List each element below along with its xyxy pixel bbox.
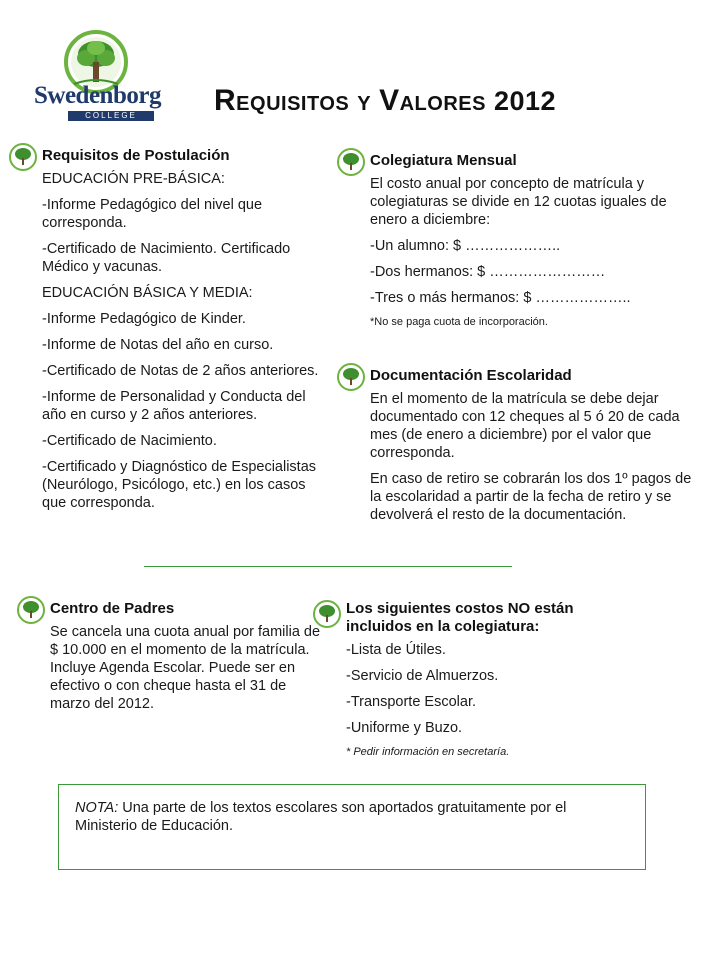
logo-subtitle: COLLEGE: [68, 111, 154, 121]
footnote: *No se paga cuota de incorporación.: [370, 316, 548, 328]
note-label: NOTA:: [75, 800, 119, 816]
tree-bullet-icon: [17, 596, 45, 624]
text-line: -Dos hermanos: $ ……………………: [370, 264, 606, 280]
section-documentacion: [370, 367, 700, 532]
text-line: EDUCACIÓN BÁSICA Y MEDIA:: [42, 285, 253, 301]
text-line: -Un alumno: $ ………………..: [370, 238, 561, 254]
text-paragraph: En caso de retiro se cobrarán los dos 1º pagos de la escolaridad a partir de la fecha de retiro y se devolverá el resto de la documentación.: [370, 471, 692, 523]
logo-wordmark: Swedenborg: [34, 82, 161, 109]
section-heading: Centro de Padres: [50, 600, 175, 617]
text-paragraph: El costo anual por concepto de matrícula y colegiaturas se divide en 12 cuotas iguales de enero a diciembre:: [370, 176, 667, 228]
note-text: Una parte de los textos escolares son aportados gratuitamente por el Ministerio de Educación.: [75, 800, 567, 834]
text-paragraph: En el momento de la matrícula se debe dejar documentado con 12 cheques al 5 ó 20 de cada mes (de enero a diciembre) por el valor que corresponda.: [370, 391, 680, 461]
text-paragraph: Se cancela una cuota anual por familia de $ 10.000 en el momento de la matrícula. Incluye Agenda Escolar. Puede ser en efectivo o con cheque hasta el 31 de marzo del 2012.: [50, 624, 321, 712]
tree-bullet-icon: [337, 363, 365, 391]
text-line: -Certificado de Nacimiento. Certificado Médico y vacunas.: [42, 241, 291, 275]
section-requisitos: [42, 147, 326, 520]
divider: [144, 566, 512, 567]
section-centro-padres: [50, 600, 330, 721]
text-line: -Informe Pedagógico del nivel que corresponda.: [42, 197, 263, 231]
text-line: -Tres o más hermanos: $ ………………..: [370, 290, 631, 306]
list-item: -Transporte Escolar.: [346, 694, 477, 710]
school-logo: [34, 28, 160, 128]
tree-bullet-icon: [313, 600, 341, 628]
section-heading: Documentación Escolaridad: [370, 367, 572, 384]
text-line: -Informe Pedagógico de Kinder.: [42, 311, 246, 327]
text-line: -Certificado de Nacimiento.: [42, 433, 217, 449]
text-line: -Certificado y Diagnóstico de Especialistas (Neurólogo, Psicólogo, etc.) en los casos que corresponda.: [42, 459, 317, 511]
text-line: -Informe de Notas del año en curso.: [42, 337, 274, 353]
note-box: [58, 784, 646, 870]
section-costos-no-incluidos: [346, 600, 626, 767]
list-item: -Lista de Útiles.: [346, 642, 446, 658]
page-title: REQUISITOS Y VALORES 2012: [214, 84, 557, 117]
section-heading: Requisitos de Postulación: [42, 147, 230, 164]
text-line: -Certificado de Notas de 2 años anteriores.: [42, 363, 319, 379]
footnote: * Pedir información en secretaría.: [346, 746, 510, 758]
list-item: -Servicio de Almuerzos.: [346, 668, 499, 684]
text-line: -Informe de Personalidad y Conducta del año en curso y 2 años anteriores.: [42, 389, 306, 423]
text-line: EDUCACIÓN PRE-BÁSICA:: [42, 171, 225, 187]
tree-bullet-icon: [9, 143, 37, 171]
section-colegiatura: [370, 152, 696, 337]
section-heading: Colegiatura Mensual: [370, 152, 517, 169]
list-item: -Uniforme y Buzo.: [346, 720, 463, 736]
section-heading: Los siguientes costos NO están incluidos en la colegiatura:: [346, 600, 574, 635]
tree-bullet-icon: [337, 148, 365, 176]
